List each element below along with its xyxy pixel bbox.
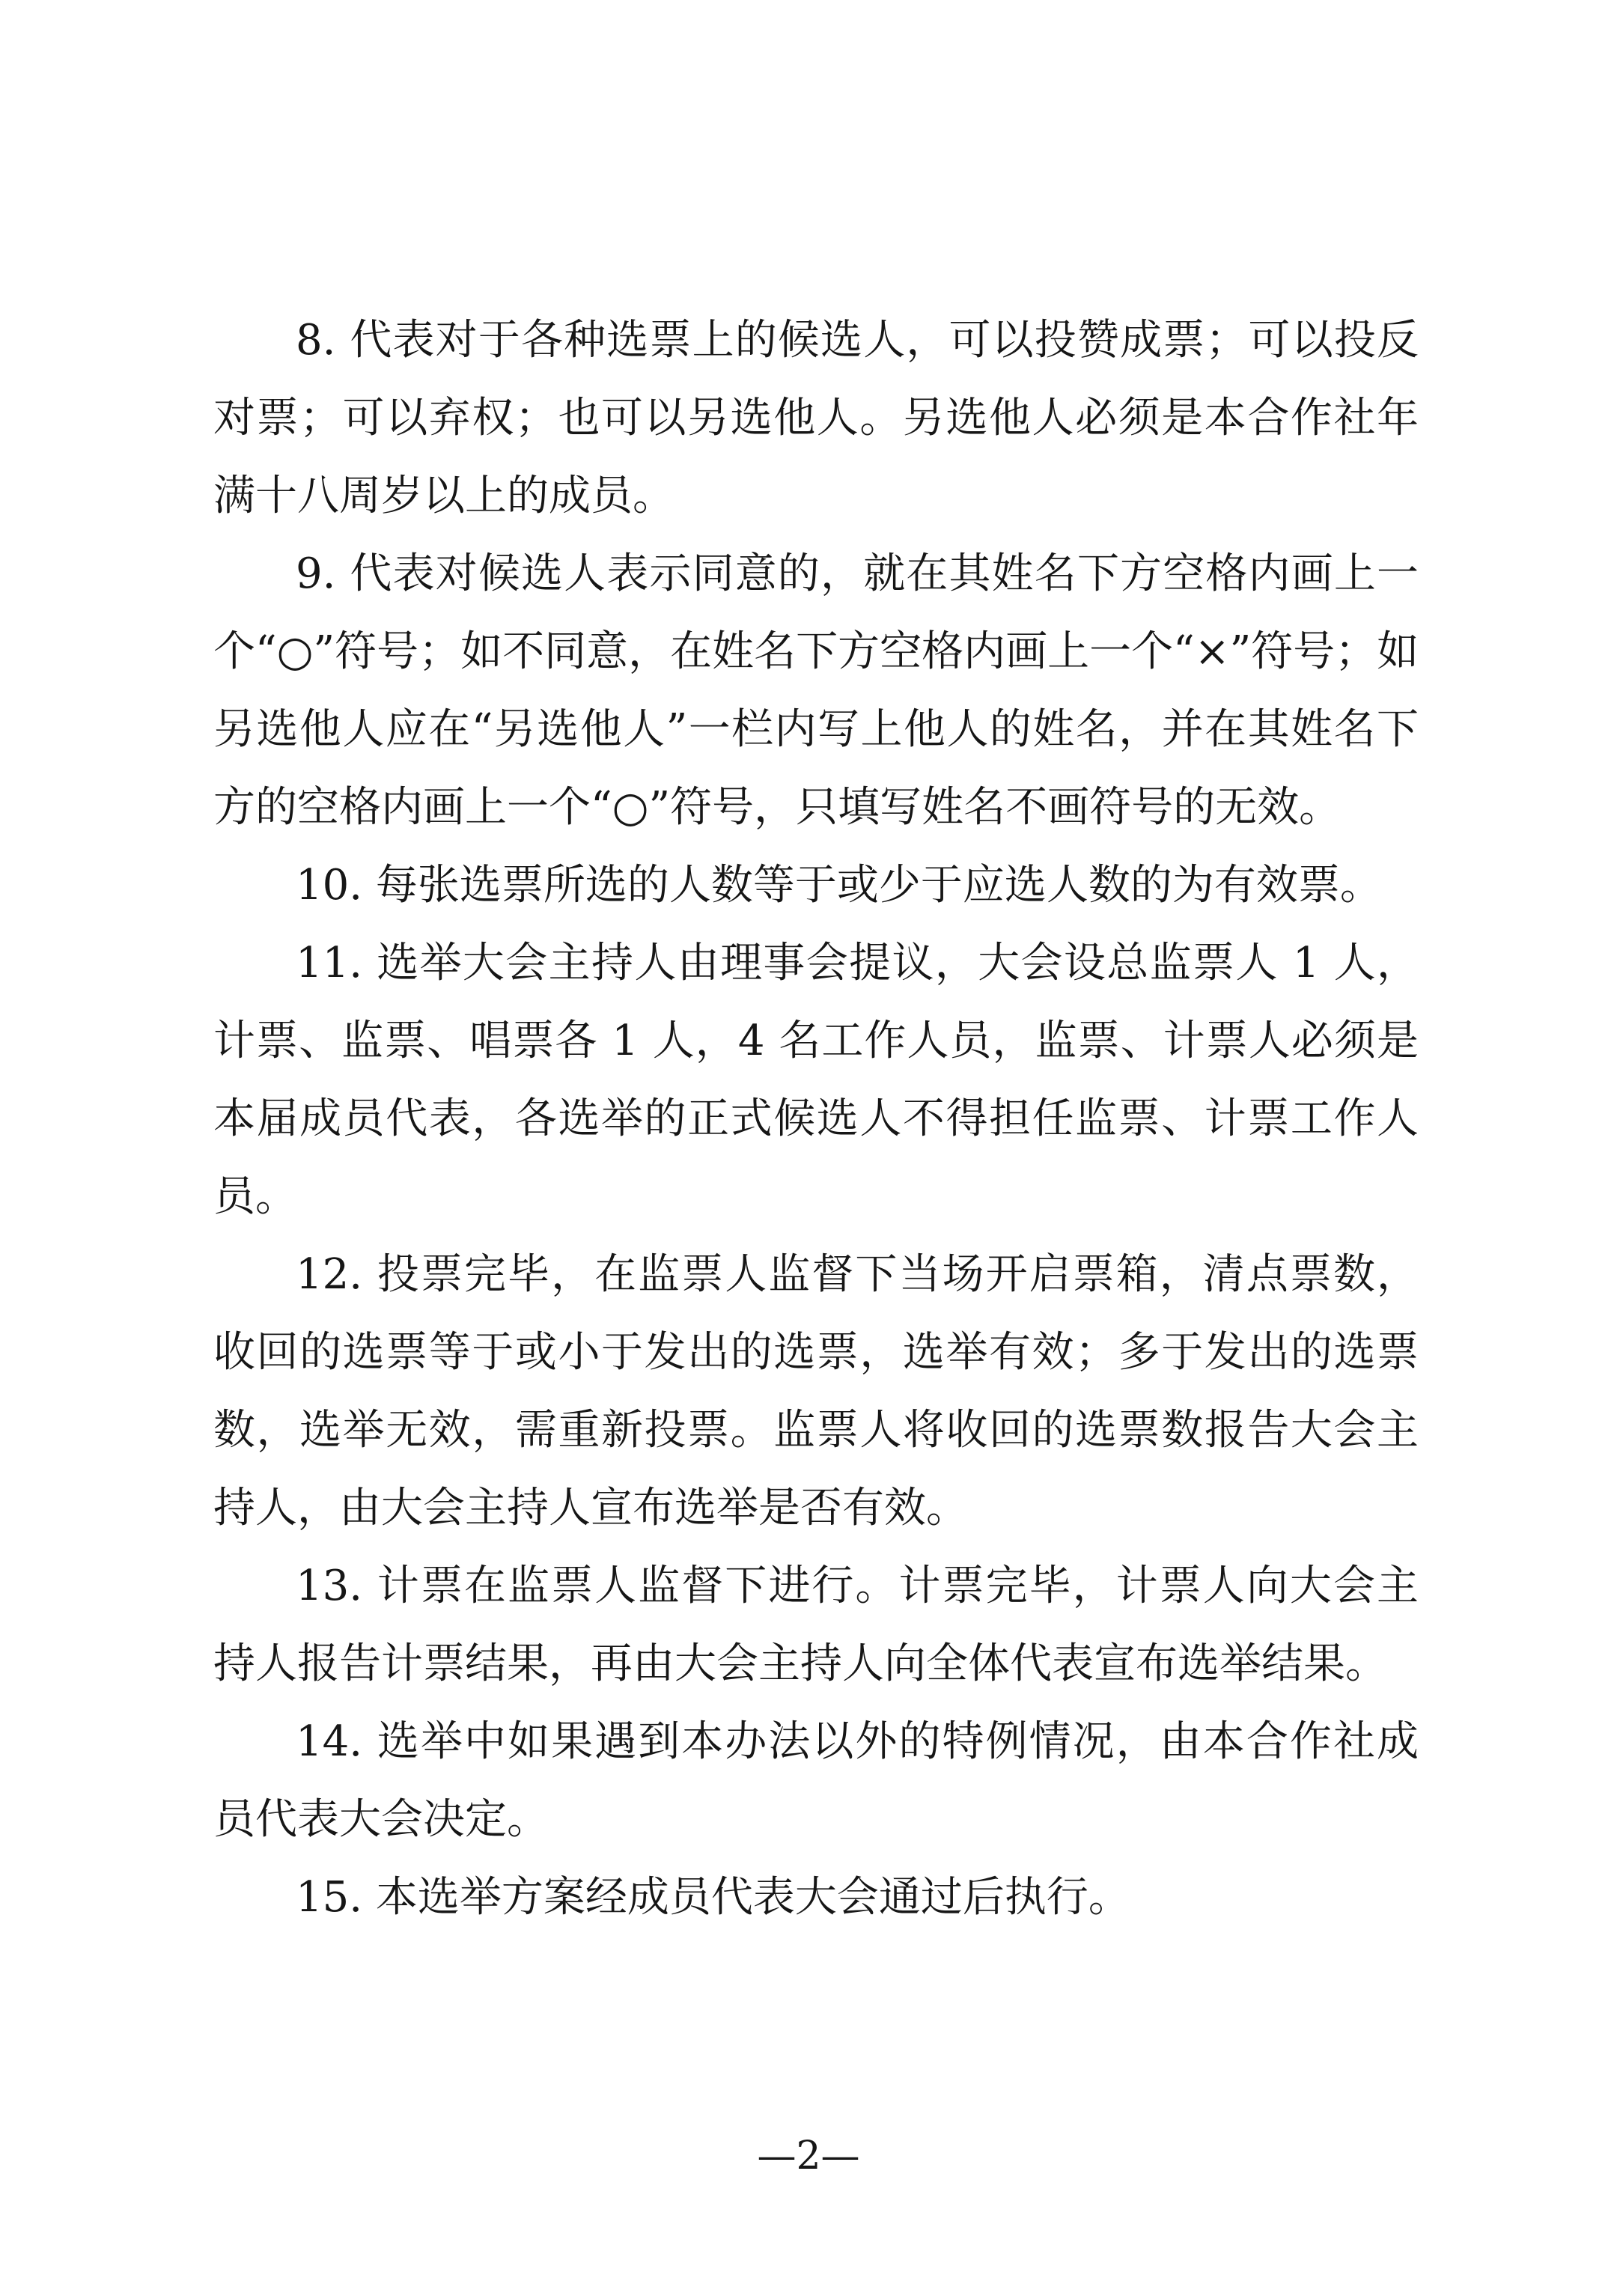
text-line: 方的空格内画上一个“○”符号，只填写姓名不画符号的无效。 <box>213 783 1342 832</box>
text-line: 员。 <box>213 1172 297 1221</box>
text-line: 满十八周岁以上的成员。 <box>213 472 674 520</box>
text-line: 计票、监票、唱票各 1 人，4 名工作人员，监票、计票人必须是 <box>213 1017 1419 1065</box>
page-number: —2— <box>757 2134 860 2178</box>
text-line: 收回的选票等于或小于发出的选票，选举有效；多于发出的选票 <box>213 1328 1419 1377</box>
paragraph-item-6 <box>213 1547 1419 1703</box>
text-line: 8. 代表对于各种选票上的候选人，可以投赞成票；可以投反 <box>296 316 1419 365</box>
text-line: 员代表大会决定。 <box>213 1795 549 1844</box>
paragraph-item-5 <box>213 1236 1419 1547</box>
text-line: 14. 选举中如果遇到本办法以外的特例情况，由本合作社成 <box>296 1717 1419 1766</box>
paragraph-item-1 <box>213 302 1419 535</box>
paragraph-item-3 <box>213 847 1419 925</box>
paragraph-item-2 <box>213 535 1419 847</box>
text-line: 另选他人应在“另选他人”一栏内写上他人的姓名，并在其姓名下 <box>213 705 1419 754</box>
text-line: 13. 计票在监票人监督下进行。计票完毕，计票人向大会主 <box>296 1562 1419 1610</box>
text-line: 个“○”符号；如不同意，在姓名下方空格内画上一个“×”符号；如 <box>213 627 1419 676</box>
text-line: 本届成员代表，各选举的正式候选人不得担任监票、计票工作人 <box>213 1094 1419 1143</box>
text-line: 对票；可以弃权；也可以另选他人。另选他人必须是本合作社年 <box>213 394 1419 442</box>
text-line: 12. 投票完毕，在监票人监督下当场开启票箱，清点票数， <box>296 1250 1419 1299</box>
text-line: 10. 每张选票所选的人数等于或少于应选人数的为有效票。 <box>296 861 1382 910</box>
paragraph-item-7 <box>213 1703 1419 1859</box>
text-line: 11. 选举大会主持人由理事会提议，大会设总监票人 1 人， <box>296 939 1419 987</box>
text-line: 9. 代表对候选人表示同意的，就在其姓名下方空格内画上一 <box>296 549 1419 598</box>
text-line: 数，选举无效，需重新投票。监票人将收回的选票数报告大会主 <box>213 1406 1419 1455</box>
text-line: 持人报告计票结果，再由大会主持人向全体代表宣布选举结果。 <box>213 1639 1387 1688</box>
text-line: 持人，由大会主持人宣布选举是否有效。 <box>213 1484 968 1532</box>
text-line: 15. 本选举方案经成员代表大会通过后执行。 <box>296 1873 1130 1922</box>
paragraph-item-4 <box>213 925 1419 1236</box>
paragraph-item-8 <box>213 1859 1419 1937</box>
document-body <box>213 302 1419 1937</box>
